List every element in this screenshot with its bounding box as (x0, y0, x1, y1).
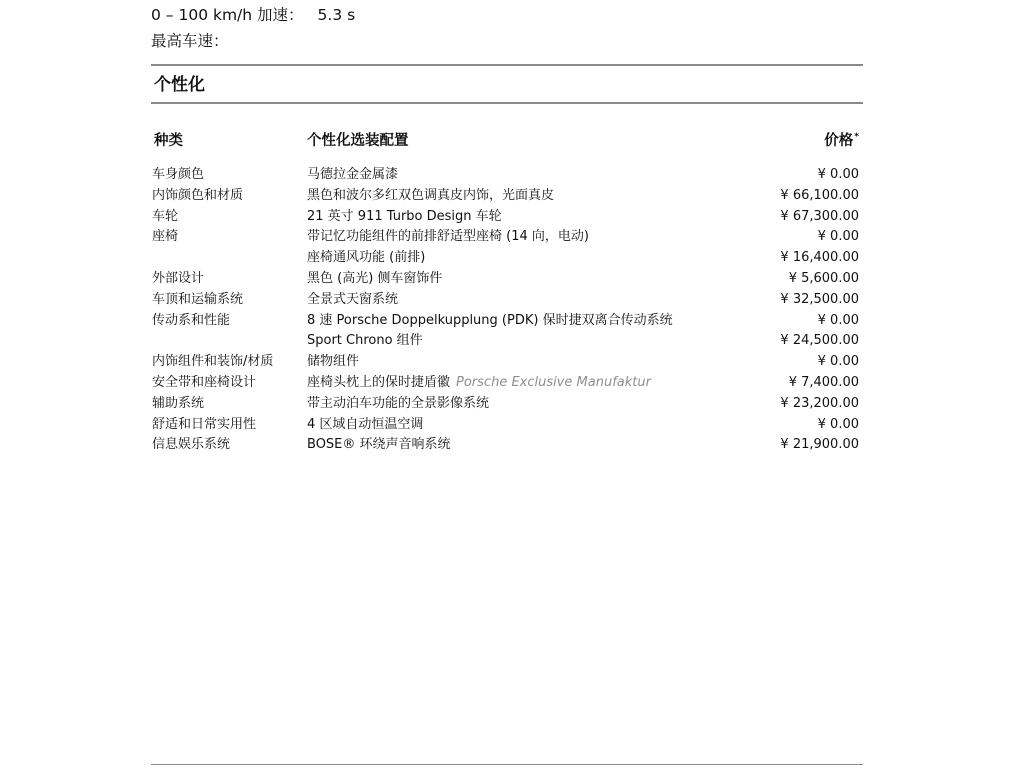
row-option-text: 全景式天窗系统 (307, 291, 399, 307)
row-category: 传动系和性能 (152, 312, 231, 328)
header-price-label: 价格 (824, 133, 854, 149)
row-option-text: 带记忆功能组件的前排舒适型座椅 (14 向，电动) (307, 229, 589, 245)
row-price: ¥ 7,400.00 (788, 374, 859, 390)
table-row (152, 312, 859, 333)
page-footer-rule (151, 764, 863, 765)
row-price: ¥ 66,100.00 (780, 187, 859, 203)
row-option (307, 249, 425, 267)
row-category: 舒适和日常实用性 (152, 416, 257, 432)
row-price: ¥ 24,500.00 (780, 333, 859, 349)
table-row (152, 332, 859, 353)
table-row (152, 228, 859, 249)
top-speed-line (151, 31, 229, 51)
table-row (152, 187, 859, 208)
row-option (307, 228, 589, 246)
row-category: 车顶和运输系统 (152, 291, 244, 307)
row-price: ¥ 67,300.00 (780, 208, 859, 224)
row-option-text: 21 英寸 911 Turbo Design 车轮 (307, 208, 502, 224)
row-option-text: Sport Chrono 组件 (307, 333, 423, 349)
row-option (307, 312, 673, 330)
row-price: ¥ 0.00 (817, 416, 859, 432)
row-option-text: 黑色和波尔多红双色调真皮内饰，光面真皮 (307, 187, 555, 203)
row-option (307, 332, 423, 350)
row-category: 内饰颜色和材质 (152, 187, 244, 203)
row-category: 安全带和座椅设计 (152, 374, 257, 390)
row-option-text: BOSE® 环绕声音响系统 (307, 437, 451, 453)
row-option-text: 座椅头枕上的保时捷盾徽 (307, 374, 451, 390)
row-option (307, 416, 423, 434)
table-row (152, 166, 859, 187)
row-option (307, 208, 502, 226)
row-price: ¥ 0.00 (817, 229, 859, 245)
header-price-mark: * (854, 132, 859, 143)
row-category: 车轮 (152, 208, 179, 224)
header-price (824, 129, 859, 150)
row-option-text: 带主动泊车功能的全景影像系统 (307, 395, 490, 411)
table-row (152, 436, 859, 457)
row-option-text: 8 速 Porsche Doppelkupplung (PDK) 保时捷双离合传动系统 (307, 312, 673, 328)
row-option (307, 270, 442, 288)
row-option-text: 黑色 (高光) 侧车窗饰件 (307, 270, 443, 286)
table-row (152, 374, 859, 395)
row-price: ¥ 32,500.00 (780, 291, 859, 307)
row-option-text: 马德拉金金属漆 (307, 167, 399, 182)
acceleration-label: 0 – 100 km/h 加速： (151, 6, 304, 24)
row-price: ¥ 5,600.00 (788, 270, 859, 286)
header-option: 个性化选装配置 (307, 133, 409, 149)
options-table (152, 129, 859, 453)
row-option-note: Porsche Exclusive Manufaktur (456, 374, 651, 390)
table-row (152, 208, 859, 229)
row-option (307, 374, 651, 392)
table-row (152, 353, 859, 374)
row-option (307, 187, 554, 205)
row-price: ¥ 16,400.00 (780, 250, 859, 266)
row-price: ¥ 0.00 (817, 167, 859, 182)
top-speed-label: 最高车速： (151, 32, 229, 50)
acceleration-line (151, 5, 355, 25)
row-price: ¥ 21,900.00 (780, 437, 859, 453)
header-category: 种类 (154, 133, 183, 149)
row-option (307, 291, 398, 309)
section-divider-bottom (151, 102, 863, 104)
table-row (152, 395, 859, 416)
row-option-text: 储物组件 (307, 354, 360, 370)
row-category: 外部设计 (152, 270, 205, 286)
table-row (152, 416, 859, 437)
row-option-text: 座椅通风功能 (前排) (307, 250, 426, 266)
row-category: 车身颜色 (152, 167, 205, 182)
row-option (307, 395, 489, 413)
section-divider-top (151, 64, 863, 66)
row-price: ¥ 23,200.00 (780, 395, 859, 411)
row-option (307, 166, 398, 184)
row-price: ¥ 0.00 (817, 354, 859, 370)
table-row (152, 291, 859, 312)
row-option (307, 353, 359, 371)
table-row (152, 270, 859, 291)
row-price: ¥ 0.00 (817, 312, 859, 328)
section-title: 个性化 (154, 75, 205, 95)
table-header (152, 129, 859, 151)
acceleration-value: 5.3 s (317, 6, 356, 24)
row-category: 信息娱乐系统 (152, 437, 231, 453)
table-body (152, 166, 859, 457)
row-category: 内饰组件和装饰/材质 (152, 354, 274, 370)
row-category: 辅助系统 (152, 395, 205, 411)
row-option (307, 436, 451, 454)
table-row (152, 249, 859, 270)
row-category: 座椅 (152, 229, 179, 245)
row-option-text: 4 区域自动恒温空调 (307, 416, 424, 432)
